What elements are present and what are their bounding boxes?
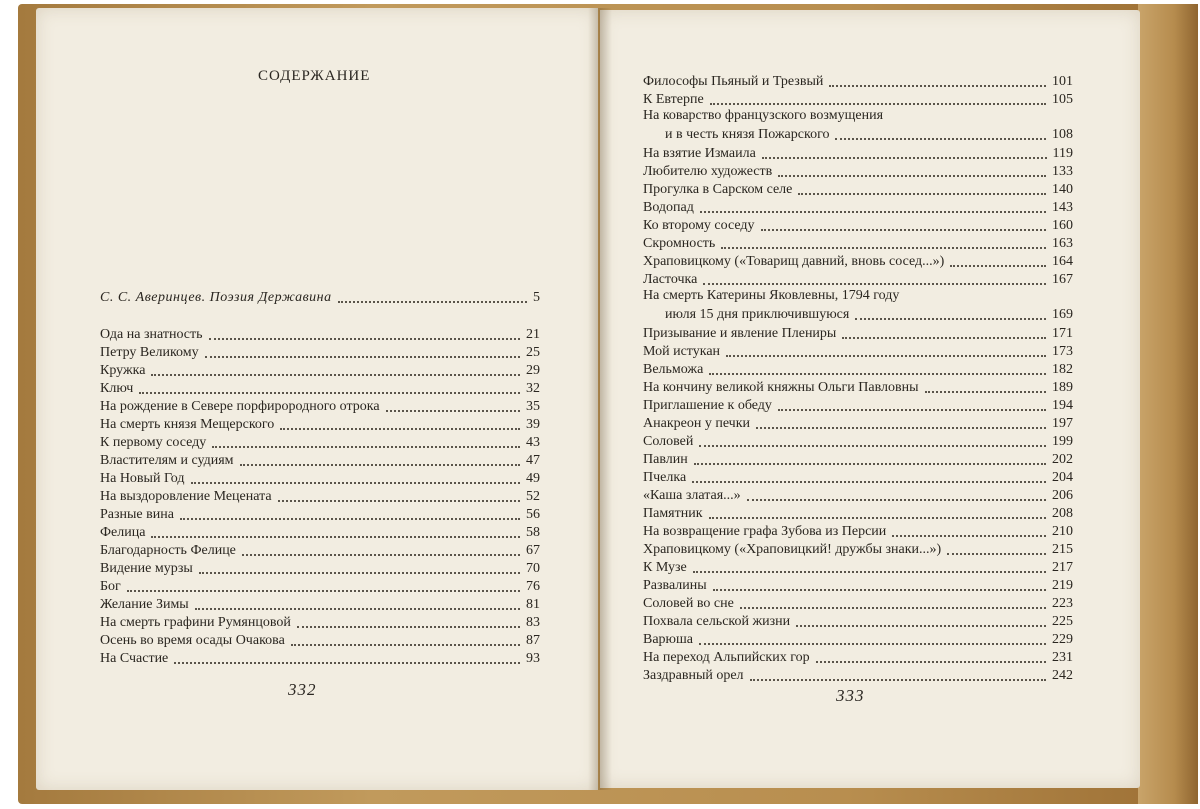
toc-leader-dots bbox=[209, 338, 520, 340]
toc-entry bbox=[643, 144, 1073, 162]
toc-entry-title: Бог bbox=[100, 579, 121, 594]
toc-entry-page: 67 bbox=[526, 543, 540, 558]
toc-leader-dots bbox=[699, 643, 1046, 645]
toc-leader-dots bbox=[212, 446, 520, 448]
toc-leader-dots bbox=[180, 518, 520, 520]
toc-leader-dots bbox=[855, 318, 1046, 320]
toc-entry-page: 215 bbox=[1052, 542, 1073, 557]
toc-leader-dots bbox=[291, 644, 520, 646]
toc-leader-dots bbox=[925, 391, 1046, 393]
toc-entry-page: 49 bbox=[526, 471, 540, 486]
toc-leader-dots bbox=[796, 625, 1046, 627]
toc-entry-page: 87 bbox=[526, 633, 540, 648]
toc-entry bbox=[643, 90, 1073, 108]
toc-entry-page: 70 bbox=[526, 561, 540, 576]
right-page-number: 333 bbox=[836, 686, 865, 705]
toc-entry bbox=[100, 451, 540, 469]
toc-entry bbox=[643, 162, 1073, 180]
toc-entry-page: 202 bbox=[1052, 452, 1073, 467]
toc-leader-dots bbox=[703, 283, 1046, 285]
toc-entry bbox=[100, 559, 540, 577]
toc-entry-page: 140 bbox=[1052, 182, 1073, 197]
toc-entry bbox=[100, 595, 540, 613]
toc-entry-title: Любителю художеств bbox=[643, 164, 773, 179]
toc-entry-title: К Музе bbox=[643, 560, 687, 575]
toc-entry-page: 39 bbox=[526, 417, 540, 432]
contents-heading: СОДЕРЖАНИЕ bbox=[258, 68, 371, 84]
toc-entry-title: Призывание и явление Плениры bbox=[643, 326, 837, 341]
toc-leader-dots bbox=[191, 482, 520, 484]
toc-entry bbox=[643, 666, 1073, 684]
toc-entry-page: 164 bbox=[1052, 254, 1073, 269]
toc-entry bbox=[100, 505, 540, 523]
book-gutter bbox=[588, 8, 612, 790]
toc-entry bbox=[643, 486, 1073, 504]
toc-entry-title: Павлин bbox=[643, 452, 688, 467]
book-cover-edge bbox=[1138, 4, 1198, 804]
toc-entry bbox=[643, 504, 1073, 522]
toc-entry bbox=[643, 522, 1073, 540]
toc-entry-title: Мой истукан bbox=[643, 344, 721, 359]
toc-entry-page: 5 bbox=[533, 290, 540, 305]
toc-leader-dots bbox=[740, 607, 1046, 609]
toc-entry-page: 108 bbox=[1052, 127, 1073, 142]
toc-leader-dots bbox=[278, 500, 520, 502]
toc-leader-dots bbox=[297, 626, 520, 628]
toc-entry-page: 189 bbox=[1052, 380, 1073, 395]
left-page-number: 332 bbox=[288, 680, 317, 699]
toc-entry bbox=[643, 630, 1073, 648]
toc-leader-dots bbox=[694, 463, 1046, 465]
toc-entry bbox=[643, 360, 1073, 378]
toc-entry-page: 43 bbox=[526, 435, 540, 450]
toc-leader-dots bbox=[726, 355, 1046, 357]
toc-leader-dots bbox=[713, 589, 1046, 591]
toc-entry-page: 25 bbox=[526, 345, 540, 360]
toc-entry-page: 219 bbox=[1052, 578, 1073, 593]
toc-leader-dots bbox=[242, 554, 520, 556]
toc-entry-page: 93 bbox=[526, 651, 540, 666]
toc-entry-title: июля 15 дня приключившуюся bbox=[665, 307, 850, 322]
toc-leader-dots bbox=[280, 428, 520, 430]
toc-entry-title: Соловей во сне bbox=[643, 596, 734, 611]
toc-entry-title: Скромность bbox=[643, 236, 716, 251]
toc-entry-title: На смерть Катерины Яковлевны, 1794 году bbox=[643, 288, 900, 303]
toc-entry-page: 21 bbox=[526, 327, 540, 342]
toc-entry-page: 208 bbox=[1052, 506, 1073, 521]
toc-entry-title: На возвращение графа Зубова из Персии bbox=[643, 524, 887, 539]
toc-entry bbox=[643, 252, 1073, 270]
toc-entry-title: К Евтерпе bbox=[643, 92, 704, 107]
toc-entry bbox=[643, 72, 1073, 90]
toc-entry-title: Ко второму соседу bbox=[643, 218, 755, 233]
toc-entry-page: 133 bbox=[1052, 164, 1073, 179]
toc-leader-dots bbox=[892, 535, 1046, 537]
toc-entry bbox=[100, 379, 540, 397]
toc-entry-title: Философы Пьяный и Трезвый bbox=[643, 74, 824, 89]
toc-entry-title: На смерть князя Мещерского bbox=[100, 417, 275, 432]
toc-entry-title: На Счастие bbox=[100, 651, 169, 666]
toc-entry-page: 199 bbox=[1052, 434, 1073, 449]
toc-entry-title: Прогулка в Сарском селе bbox=[643, 182, 793, 197]
toc-entry bbox=[100, 415, 540, 433]
toc-entry-title: Вельможа bbox=[643, 362, 704, 377]
toc-entry-title: На рождение в Севере порфирородного отрока bbox=[100, 399, 380, 414]
toc-entry bbox=[643, 396, 1073, 414]
toc-entry-page: 223 bbox=[1052, 596, 1073, 611]
toc-leader-dots bbox=[693, 571, 1046, 573]
toc-entry bbox=[100, 469, 540, 487]
toc-entry-title: Развалины bbox=[643, 578, 707, 593]
toc-entry-title: Благодарность Фелице bbox=[100, 543, 236, 558]
toc-entry-title: Петру Великому bbox=[100, 345, 199, 360]
toc-leader-dots bbox=[151, 536, 520, 538]
toc-entry bbox=[643, 324, 1073, 342]
toc-entry-title: Кружка bbox=[100, 363, 146, 378]
toc-entry-page: 171 bbox=[1052, 326, 1073, 341]
toc-entry bbox=[100, 361, 540, 379]
toc-leader-dots bbox=[761, 229, 1046, 231]
toc-entry-page: 56 bbox=[526, 507, 540, 522]
toc-leader-dots bbox=[709, 517, 1046, 519]
toc-entry-page: 163 bbox=[1052, 236, 1073, 251]
toc-entry-page: 143 bbox=[1052, 200, 1073, 215]
toc-leader-dots bbox=[195, 608, 520, 610]
toc-entry-title: Храповицкому («Товарищ давний, вновь сосед...») bbox=[643, 254, 945, 269]
toc-entry bbox=[100, 487, 540, 505]
toc-leader-dots bbox=[798, 193, 1046, 195]
toc-entry-page: 35 bbox=[526, 399, 540, 414]
toc-entry-title: Ода на знатность bbox=[100, 327, 203, 342]
toc-entry-page: 47 bbox=[526, 453, 540, 468]
toc-entry-title: Заздравный орел bbox=[643, 668, 744, 683]
toc-entry-title: Пчелка bbox=[643, 470, 687, 485]
toc-entry bbox=[665, 125, 1073, 143]
toc-entry-title: «Каша златая...» bbox=[643, 488, 741, 503]
toc-entry bbox=[643, 378, 1073, 396]
toc-entry bbox=[100, 613, 540, 631]
toc-entry-page: 229 bbox=[1052, 632, 1073, 647]
toc-leader-dots bbox=[835, 138, 1046, 140]
toc-entry bbox=[100, 343, 540, 361]
toc-entry-page: 167 bbox=[1052, 272, 1073, 287]
toc-entry-page: 81 bbox=[526, 597, 540, 612]
toc-leader-dots bbox=[199, 572, 520, 574]
toc-entry-page: 242 bbox=[1052, 668, 1073, 683]
toc-leader-dots bbox=[127, 590, 520, 592]
toc-entry-title: Ласточка bbox=[643, 272, 698, 287]
toc-entry bbox=[100, 397, 540, 415]
toc-entry bbox=[643, 432, 1073, 450]
toc-leader-dots bbox=[816, 661, 1046, 663]
toc-entry-title: и в честь князя Пожарского bbox=[665, 127, 830, 142]
toc-leader-dots bbox=[338, 301, 527, 303]
toc-entry-page: 32 bbox=[526, 381, 540, 396]
toc-entry bbox=[643, 558, 1073, 576]
toc-leader-dots bbox=[700, 211, 1046, 213]
toc-entry-page: 194 bbox=[1052, 398, 1073, 413]
toc-entry bbox=[100, 649, 540, 667]
toc-entry bbox=[643, 468, 1073, 486]
toc-leader-dots bbox=[710, 103, 1046, 105]
toc-entry-title: Анакреон у печки bbox=[643, 416, 751, 431]
toc-leader-dots bbox=[947, 553, 1046, 555]
toc-leader-dots bbox=[762, 157, 1047, 159]
toc-entry-title: Властителям и судиям bbox=[100, 453, 234, 468]
toc-entry bbox=[643, 180, 1073, 198]
toc-leader-dots bbox=[699, 445, 1046, 447]
toc-entry-title: Варюша bbox=[643, 632, 694, 647]
toc-entry bbox=[643, 540, 1073, 558]
toc-entry bbox=[643, 612, 1073, 630]
toc-leader-dots bbox=[778, 409, 1046, 411]
toc-leader-dots bbox=[174, 662, 520, 664]
toc-entry bbox=[643, 414, 1073, 432]
toc-entry-title: К первому соседу bbox=[100, 435, 207, 450]
toc-leader-dots bbox=[747, 499, 1046, 501]
toc-entry-title: Ключ bbox=[100, 381, 134, 396]
toc-entry-page: 160 bbox=[1052, 218, 1073, 233]
toc-entry bbox=[643, 576, 1073, 594]
toc-entry bbox=[100, 541, 540, 559]
toc-entry-title: На кончину великой княжны Ольги Павловны bbox=[643, 380, 919, 395]
toc-entry-page: 52 bbox=[526, 489, 540, 504]
toc-entry-page: 105 bbox=[1052, 92, 1073, 107]
toc-entry bbox=[643, 450, 1073, 468]
toc-entry-title: Разные вина bbox=[100, 507, 174, 522]
toc-entry bbox=[100, 325, 540, 343]
toc-entry bbox=[100, 631, 540, 649]
toc-entry bbox=[100, 523, 540, 541]
toc-entry-title: Похвала сельской жизни bbox=[643, 614, 791, 629]
toc-entry bbox=[100, 577, 540, 595]
toc-entry bbox=[100, 433, 540, 451]
toc-entry-page: 83 bbox=[526, 615, 540, 630]
toc-entry-page: 101 bbox=[1052, 74, 1073, 89]
toc-entry-page: 231 bbox=[1052, 650, 1073, 665]
toc-entry bbox=[643, 270, 1073, 288]
toc-entry-page: 204 bbox=[1052, 470, 1073, 485]
toc-entry-page: 29 bbox=[526, 363, 540, 378]
toc-entry-title: На коварство французского возмущения bbox=[643, 108, 884, 123]
toc-leader-dots bbox=[205, 356, 520, 358]
toc-entry bbox=[643, 594, 1073, 612]
toc-entry-page: 197 bbox=[1052, 416, 1073, 431]
toc-leader-dots bbox=[750, 679, 1046, 681]
toc-entry bbox=[643, 234, 1073, 252]
toc-leader-dots bbox=[151, 374, 520, 376]
toc-entry-title: Памятник bbox=[643, 506, 703, 521]
toc-entry bbox=[643, 198, 1073, 216]
toc-entry-page: 225 bbox=[1052, 614, 1073, 629]
toc-entry-page: 169 bbox=[1052, 307, 1073, 322]
toc-entry-title: С. С. Аверинцев. Поэзия Державина bbox=[100, 290, 332, 305]
toc-leader-dots bbox=[240, 464, 520, 466]
toc-entry-title: На взятие Измаила bbox=[643, 146, 756, 161]
toc-entry-intro bbox=[100, 288, 540, 306]
toc-leader-dots bbox=[139, 392, 520, 394]
toc-entry-title: Приглашение к обеду bbox=[643, 398, 772, 413]
toc-entry-title: Соловей bbox=[643, 434, 694, 449]
toc-entry-title: На переход Альпийских гор bbox=[643, 650, 810, 665]
toc-entry-title: На Новый Год bbox=[100, 471, 185, 486]
toc-leader-dots bbox=[829, 85, 1046, 87]
toc-entry-title: Водопад bbox=[643, 200, 694, 215]
toc-entry bbox=[643, 648, 1073, 666]
toc-entry bbox=[665, 305, 1073, 323]
toc-entry-title: Желание Зимы bbox=[100, 597, 189, 612]
toc-leader-dots bbox=[842, 337, 1046, 339]
toc-leader-dots bbox=[950, 265, 1046, 267]
toc-entry-page: 173 bbox=[1052, 344, 1073, 359]
toc-entry-page: 119 bbox=[1052, 146, 1073, 161]
toc-entry-page: 210 bbox=[1052, 524, 1073, 539]
toc-entry-page: 206 bbox=[1052, 488, 1073, 503]
toc-entry-page: 217 bbox=[1052, 560, 1073, 575]
toc-entry-page: 182 bbox=[1052, 362, 1073, 377]
toc-leader-dots bbox=[756, 427, 1046, 429]
toc-entry-title: Храповицкому («Храповицкий! дружбы знаки...») bbox=[643, 542, 942, 557]
toc-leader-dots bbox=[709, 373, 1046, 375]
toc-entry-page: 76 bbox=[526, 579, 540, 594]
toc-entry-title: Видение мурзы bbox=[100, 561, 193, 576]
toc-leader-dots bbox=[721, 247, 1046, 249]
toc-leader-dots bbox=[386, 410, 520, 412]
toc-entry-page: 58 bbox=[526, 525, 540, 540]
toc-entry-title: Осень во время осады Очакова bbox=[100, 633, 285, 648]
toc-entry bbox=[643, 216, 1073, 234]
toc-entry-title: На выздоровление Мецената bbox=[100, 489, 272, 504]
toc-entry-title: Фелица bbox=[100, 525, 146, 540]
toc-leader-dots bbox=[778, 175, 1046, 177]
toc-entry-title: На смерть графини Румянцовой bbox=[100, 615, 291, 630]
toc-leader-dots bbox=[692, 481, 1046, 483]
toc-entry bbox=[643, 342, 1073, 360]
